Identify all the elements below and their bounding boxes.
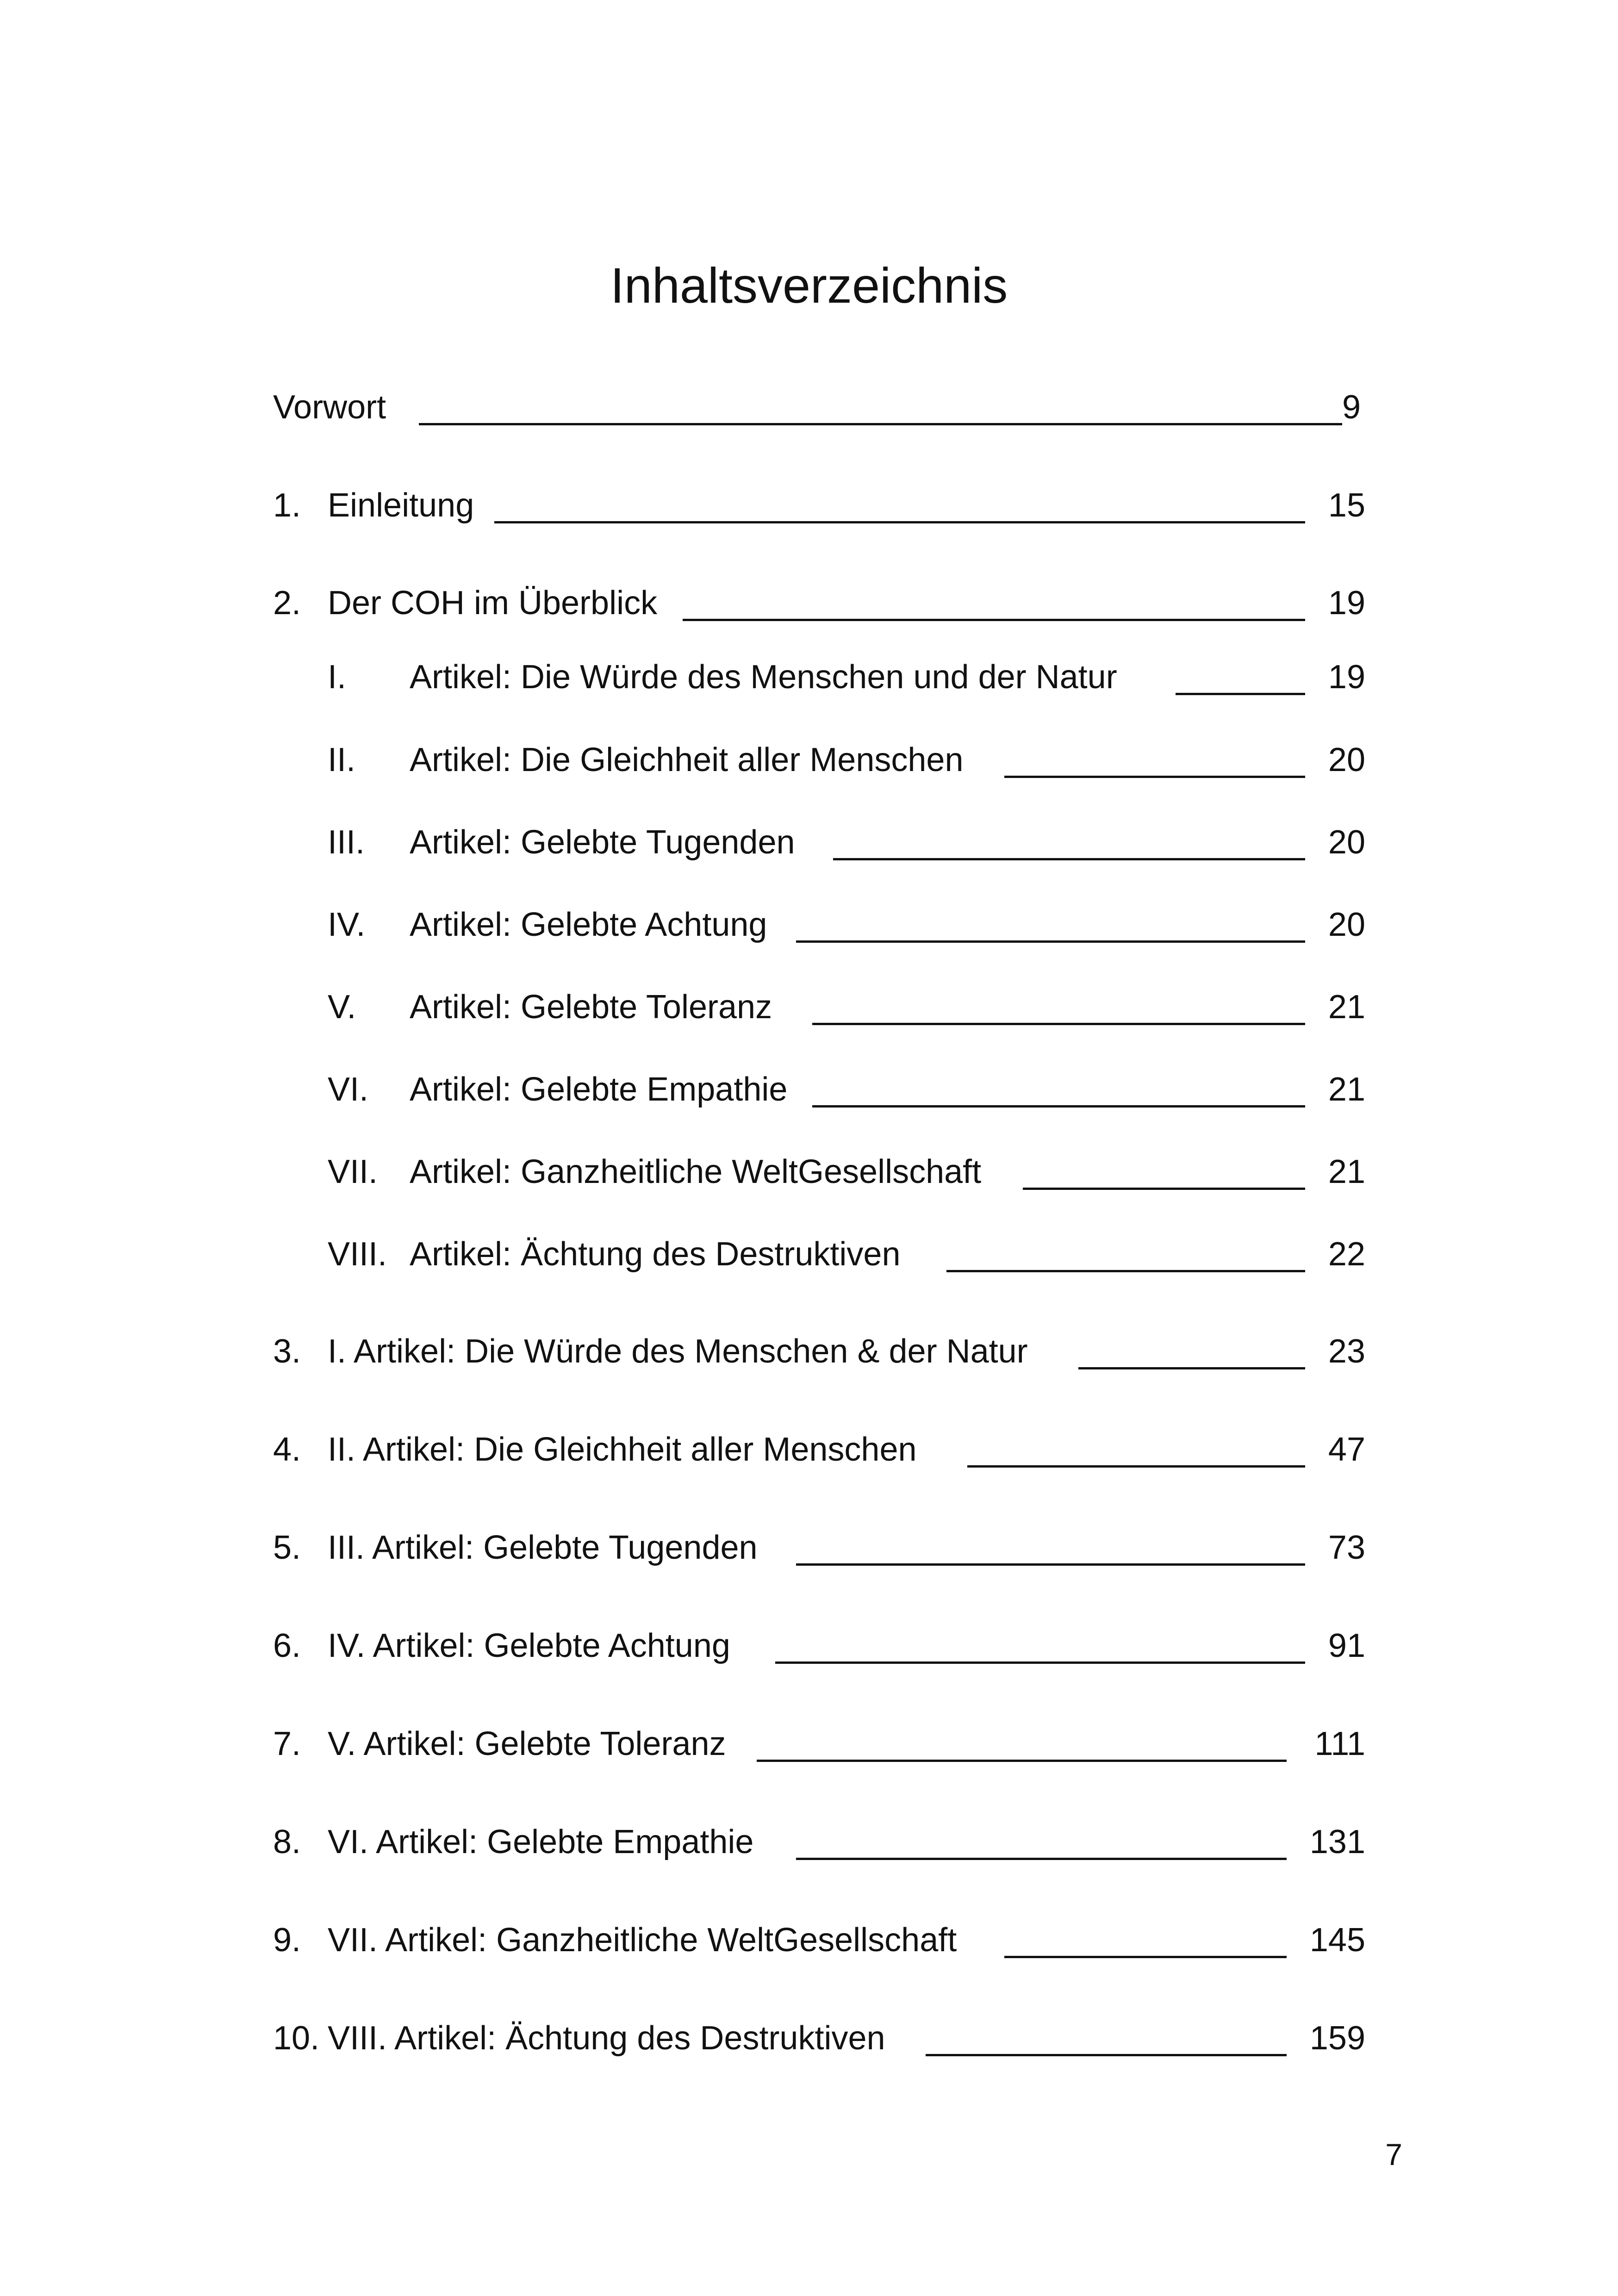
toc-entry-number: 10. bbox=[273, 2020, 320, 2057]
toc-entry-page: 20 bbox=[1328, 824, 1365, 861]
toc-entry-einleitung[interactable] bbox=[0, 482, 1618, 529]
toc-leader-line bbox=[967, 1465, 1305, 1468]
toc-entry-page: 21 bbox=[1328, 989, 1365, 1026]
toc-entry-page: 15 bbox=[1328, 487, 1365, 524]
toc-leader-line bbox=[833, 858, 1305, 860]
toc-entry-number: 4. bbox=[273, 1431, 301, 1468]
toc-leader-line bbox=[757, 1760, 1287, 1762]
toc-entry-label: Vorwort bbox=[273, 389, 386, 426]
toc-entry-number: VII. bbox=[328, 1153, 378, 1190]
toc-entry-label: Der COH im Überblick bbox=[328, 585, 658, 622]
page-title: Inhaltsverzeichnis bbox=[610, 257, 1008, 314]
toc-leader-line bbox=[796, 940, 1305, 943]
toc-leader-line bbox=[926, 2054, 1287, 2056]
toc-entry-chapter-7[interactable] bbox=[0, 1721, 1618, 1767]
toc-entry-page: 20 bbox=[1328, 906, 1365, 943]
toc-entry-page: 23 bbox=[1328, 1333, 1365, 1370]
toc-leader-line bbox=[683, 619, 1305, 621]
toc-subentry-8[interactable] bbox=[0, 1231, 1618, 1277]
toc-entry-number: 5. bbox=[273, 1529, 301, 1566]
toc-entry-page: 159 bbox=[1309, 2020, 1365, 2057]
toc-entry-chapter-8[interactable] bbox=[0, 1819, 1618, 1865]
page-number: 7 bbox=[1385, 2137, 1402, 2172]
toc-entry-number: 3. bbox=[273, 1333, 301, 1370]
toc-entry-label: Einleitung bbox=[328, 487, 474, 524]
toc-entry-number: 6. bbox=[273, 1627, 301, 1664]
toc-entry-label: Artikel: Gelebte Toleranz bbox=[410, 989, 772, 1026]
toc-leader-line bbox=[1004, 776, 1305, 778]
toc-entry-label: I. Artikel: Die Würde des Menschen & der Natur bbox=[328, 1333, 1028, 1370]
toc-leader-line bbox=[796, 1858, 1287, 1860]
toc-entry-page: 19 bbox=[1328, 585, 1365, 622]
toc-entry-chapter-9[interactable] bbox=[0, 1917, 1618, 1963]
toc-leader-line bbox=[775, 1661, 1305, 1664]
toc-entry-number: VI. bbox=[328, 1071, 369, 1108]
toc-entry-number: 1. bbox=[273, 487, 301, 524]
toc-entry-page: 131 bbox=[1309, 1823, 1365, 1860]
toc-entry-number: 8. bbox=[273, 1823, 301, 1860]
toc-subentry-3[interactable] bbox=[0, 819, 1618, 865]
toc-entry-label: Artikel: Ächtung des Destruktiven bbox=[410, 1236, 901, 1273]
toc-entry-chapter-3[interactable] bbox=[0, 1328, 1618, 1375]
toc-entry-chapter-6[interactable] bbox=[0, 1623, 1618, 1669]
toc-leader-line bbox=[1078, 1367, 1305, 1369]
toc-entry-chapter-4[interactable] bbox=[0, 1426, 1618, 1473]
toc-entry-page: 145 bbox=[1309, 1922, 1365, 1959]
toc-entry-page: 111 bbox=[1314, 1725, 1365, 1762]
toc-entry-label: Artikel: Gelebte Empathie bbox=[410, 1071, 788, 1108]
toc-subentry-5[interactable] bbox=[0, 984, 1618, 1030]
toc-leader-line bbox=[812, 1023, 1305, 1025]
toc-leader-line bbox=[796, 1563, 1305, 1566]
toc-subentry-4[interactable] bbox=[0, 902, 1618, 948]
toc-leader-line bbox=[1004, 1956, 1287, 1958]
toc-leader-line bbox=[812, 1105, 1305, 1108]
toc-entry-number: 7. bbox=[273, 1725, 301, 1762]
toc-leader-line bbox=[494, 521, 1305, 523]
toc-entry-page: 21 bbox=[1328, 1071, 1365, 1108]
toc-entry-number: IV. bbox=[328, 906, 366, 943]
toc-entry-page: 91 bbox=[1328, 1627, 1365, 1664]
toc-entry-page: 47 bbox=[1328, 1431, 1365, 1468]
toc-entry-label: VII. Artikel: Ganzheitliche WeltGesellschaft bbox=[328, 1922, 957, 1959]
toc-entry-number: VIII. bbox=[328, 1236, 387, 1273]
toc-entry-page: 22 bbox=[1328, 1236, 1365, 1273]
toc-subentry-6[interactable] bbox=[0, 1066, 1618, 1113]
toc-leader-line bbox=[1176, 693, 1305, 695]
toc-entry-label: II. Artikel: Die Gleichheit aller Menschen bbox=[328, 1431, 917, 1468]
toc-entry-label: V. Artikel: Gelebte Toleranz bbox=[328, 1725, 726, 1762]
toc-subentry-2[interactable] bbox=[0, 737, 1618, 783]
toc-entry-number: 2. bbox=[273, 585, 301, 622]
toc-entry-page: 21 bbox=[1328, 1153, 1365, 1190]
toc-leader-line bbox=[419, 423, 1342, 425]
toc-entry-label: IV. Artikel: Gelebte Achtung bbox=[328, 1627, 730, 1664]
toc-entry-coh-ueberblick[interactable] bbox=[0, 580, 1618, 626]
toc-entry-label: Artikel: Ganzheitliche WeltGesellschaft bbox=[410, 1153, 982, 1190]
toc-entry-label: Artikel: Die Würde des Menschen und der Natur bbox=[410, 659, 1117, 696]
toc-entry-label: Artikel: Gelebte Achtung bbox=[410, 906, 767, 943]
toc-entry-label: VI. Artikel: Gelebte Empathie bbox=[328, 1823, 754, 1860]
toc-entry-page: 9 bbox=[1342, 389, 1361, 426]
toc-entry-label: Artikel: Die Gleichheit aller Menschen bbox=[410, 741, 964, 778]
toc-entry-number: I. bbox=[328, 659, 347, 696]
toc-entry-chapter-10[interactable] bbox=[0, 2015, 1618, 2061]
toc-entry-page: 19 bbox=[1328, 659, 1365, 696]
toc-entry-page: 20 bbox=[1328, 741, 1365, 778]
toc-subentry-1[interactable] bbox=[0, 654, 1618, 700]
toc-entry-vorwort[interactable] bbox=[0, 384, 1618, 430]
toc-entry-number: 9. bbox=[273, 1922, 301, 1959]
toc-leader-line bbox=[946, 1270, 1305, 1272]
toc-subentry-7[interactable] bbox=[0, 1149, 1618, 1195]
toc-entry-label: Artikel: Gelebte Tugenden bbox=[410, 824, 795, 861]
toc-entry-chapter-5[interactable] bbox=[0, 1524, 1618, 1571]
toc-entry-number: III. bbox=[328, 824, 365, 861]
toc-entry-label: III. Artikel: Gelebte Tugenden bbox=[328, 1529, 758, 1566]
toc-entry-label: VIII. Artikel: Ächtung des Destruktiven bbox=[328, 2020, 885, 2057]
toc-entry-number: V. bbox=[328, 989, 356, 1026]
toc-entry-page: 73 bbox=[1328, 1529, 1365, 1566]
toc-entry-number: II. bbox=[328, 741, 356, 778]
toc-leader-line bbox=[1023, 1188, 1305, 1190]
